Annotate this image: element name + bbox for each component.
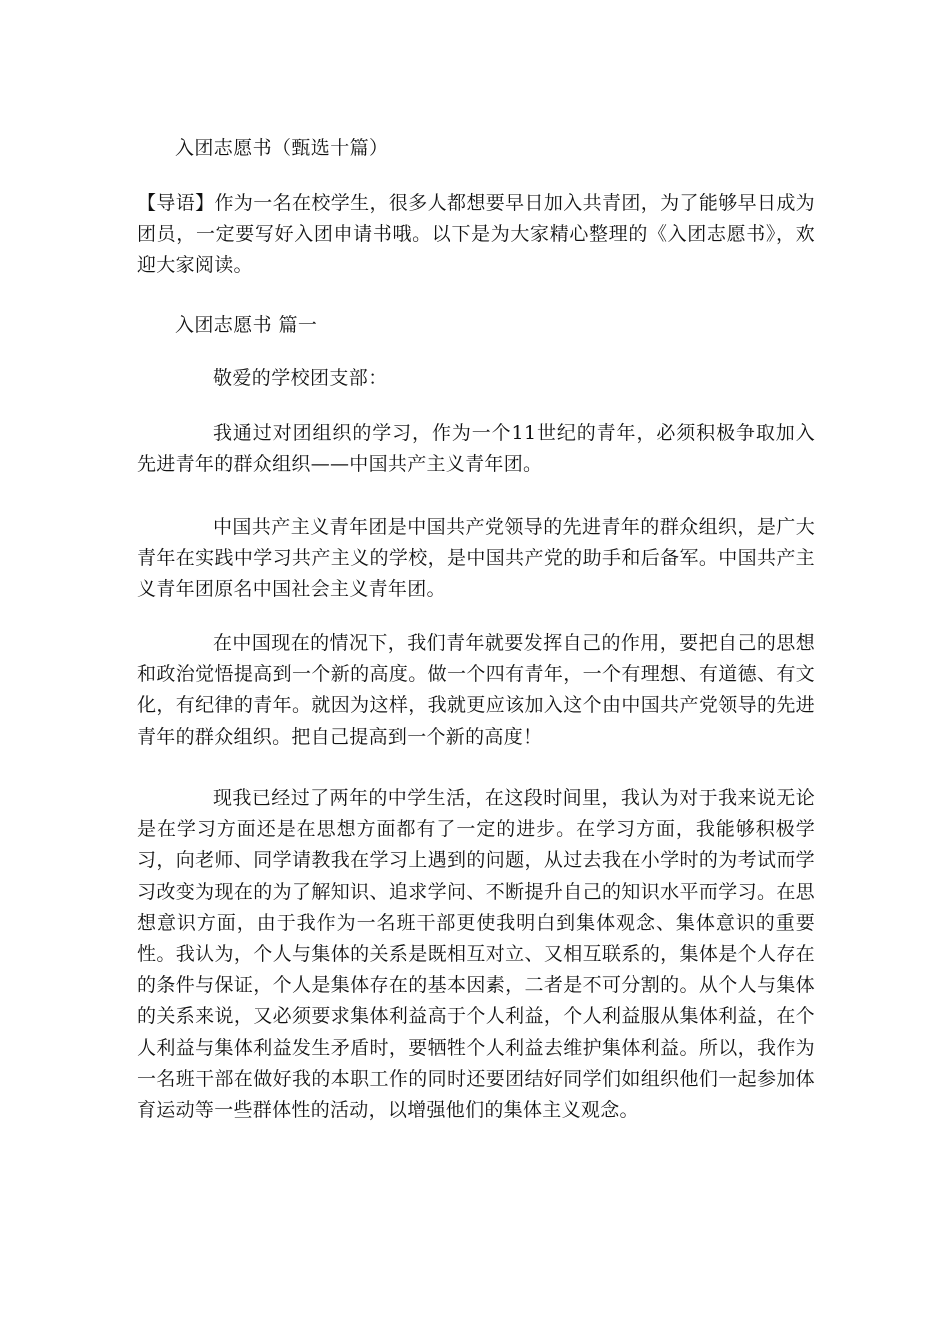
document-title: 入团志愿书（甄选十篇）: [175, 137, 389, 159]
body-paragraph-4: 现我已经过了两年的中学生活，在这段时间里，我认为对于我来说无论是在学习方面还是在思想方面都有了一定的进步。在学习方面，我能够积极学习，向老师、同学请教我在学习上遇到的问题，从过去我在小学时的为考试而学习改变为现在的为了解知识、追求学问、不断提升自己的知识水平而学习。在思想意识方面，由于我作为一名班干部更使我明白到集体观念、集体意识的重要性。我认为，个人与集体的关系是既相互对立、又相互联系的，集体是个人存在的条件与保证，个人是集体存在的基本因素，二者是不可分割的。从个人与集体的关系来说，又必须要求集体利益高于个人利益，个人利益服从集体利益，在个人利益与集体利益发生矛盾时，要牺牲个人利益去维护集体利益。所以，我作为一名班干部在做好我的本职工作的同时还要团结好同学们如组织他们一起参加体育运动等一些群体性的活动，以增强他们的集体主义观念。: [137, 787, 815, 1122]
intro-paragraph: 【导语】作为一名在校学生，很多人都想要早日加入共青团，为了能够早日成为团员，一定要写好入团申请书哦。以下是为大家精心整理的《入团志愿书》，欢迎大家阅读。: [137, 192, 815, 277]
body-paragraph-3: 在中国现在的情况下，我们青年就要发挥自己的作用，要把自己的思想和政治觉悟提高到一个新的高度。做一个四有青年，一个有理想、有道德、有文化，有纪律的青年。就因为这样，我就更应该加入这个由中国共产党领导的先进青年的群众组织。把自己提高到一个新的高度！: [137, 632, 815, 748]
body-paragraph-2: 中国共产主义青年团是中国共产党领导的先进青年的群众组织，是广大青年在实践中学习共产主义的学校，是中国共产党的助手和后备军。中国共产主义青年团原名中国社会主义青年团。: [137, 516, 815, 601]
salutation: 敬爱的学校团支部：: [213, 367, 388, 389]
section-heading: 入团志愿书 篇一: [175, 314, 318, 336]
body-paragraph-1: 我通过对团组织的学习，作为一个11世纪的青年，必须积极争取加入先进青年的群众组织——中国共产主义青年团。: [137, 422, 815, 476]
